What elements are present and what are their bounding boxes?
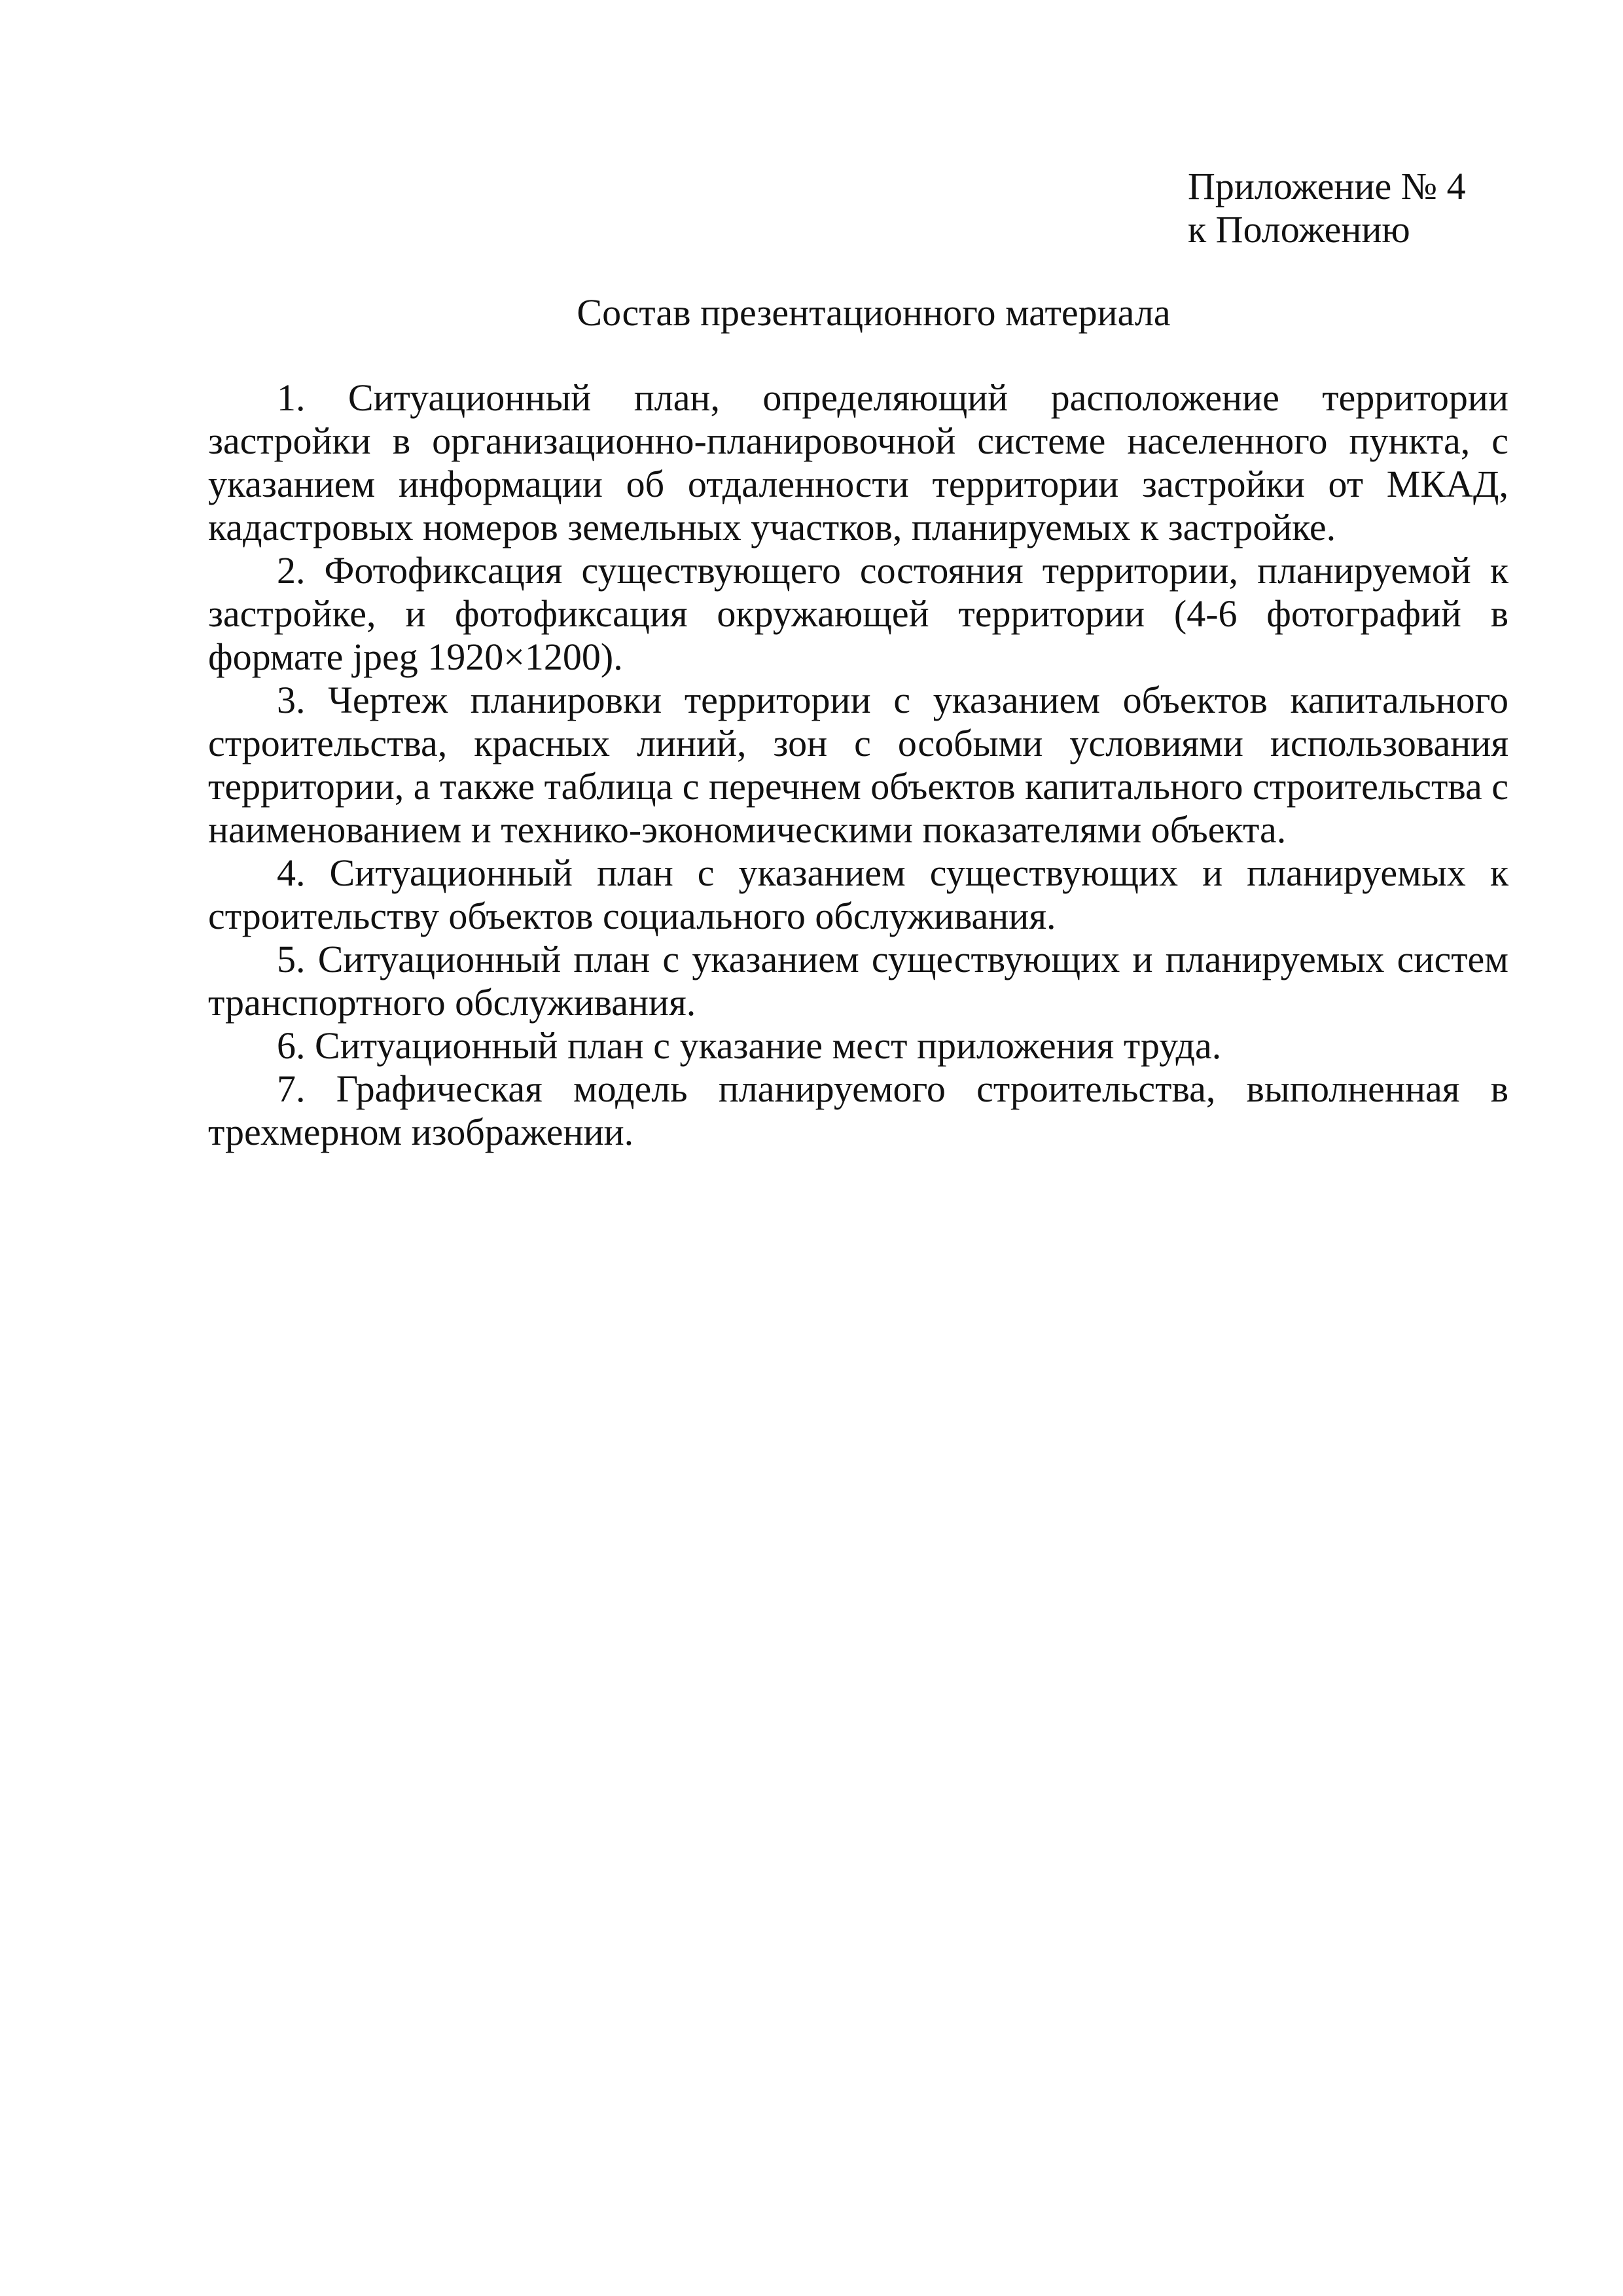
appendix-header	[1188, 165, 1466, 251]
list-item-4: 4. Ситуационный план с указанием существующих и планируемых к строительству объектов социального обслуживания.	[208, 852, 1508, 937]
list-item-6: 6. Ситуационный план с указание мест приложения труда.	[277, 1024, 1222, 1067]
appendix-number: Приложение № 4	[1188, 165, 1466, 207]
list-item-2: 2. Фотофиксация существующего состояния территории, планируемой к застройке, и фотофиксация окружающей территории (4-6 фотографий в формате jpeg 1920×1200).	[208, 549, 1508, 678]
list-item-5: 5. Ситуационный план с указанием существующих и планируемых систем транспортного обслуживания.	[208, 938, 1508, 1024]
document-body	[208, 376, 1508, 1154]
list-item-7: 7. Графическая модель планируемого строительства, выполненная в трехмерном изображении.	[208, 1067, 1508, 1153]
document-title: Состав презентационного материала	[577, 291, 1171, 334]
appendix-reference: к Положению	[1188, 208, 1410, 251]
list-item-1: 1. Ситуационный план, определяющий расположение территории застройки в организационно-планировочной системе населенного пункта, с указанием информации об отдаленности территории застройки от МКАД, кадастровых номеров земельных участков, планируемых к застройке.	[208, 376, 1508, 548]
list-item-3: 3. Чертеж планировки территории с указанием объектов капитального строительства, красных линий, зон с особыми условиями использования территории, а также таблица с перечнем объектов капитального строительства с наименованием и технико-экономическими показателями объекта.	[208, 679, 1508, 851]
